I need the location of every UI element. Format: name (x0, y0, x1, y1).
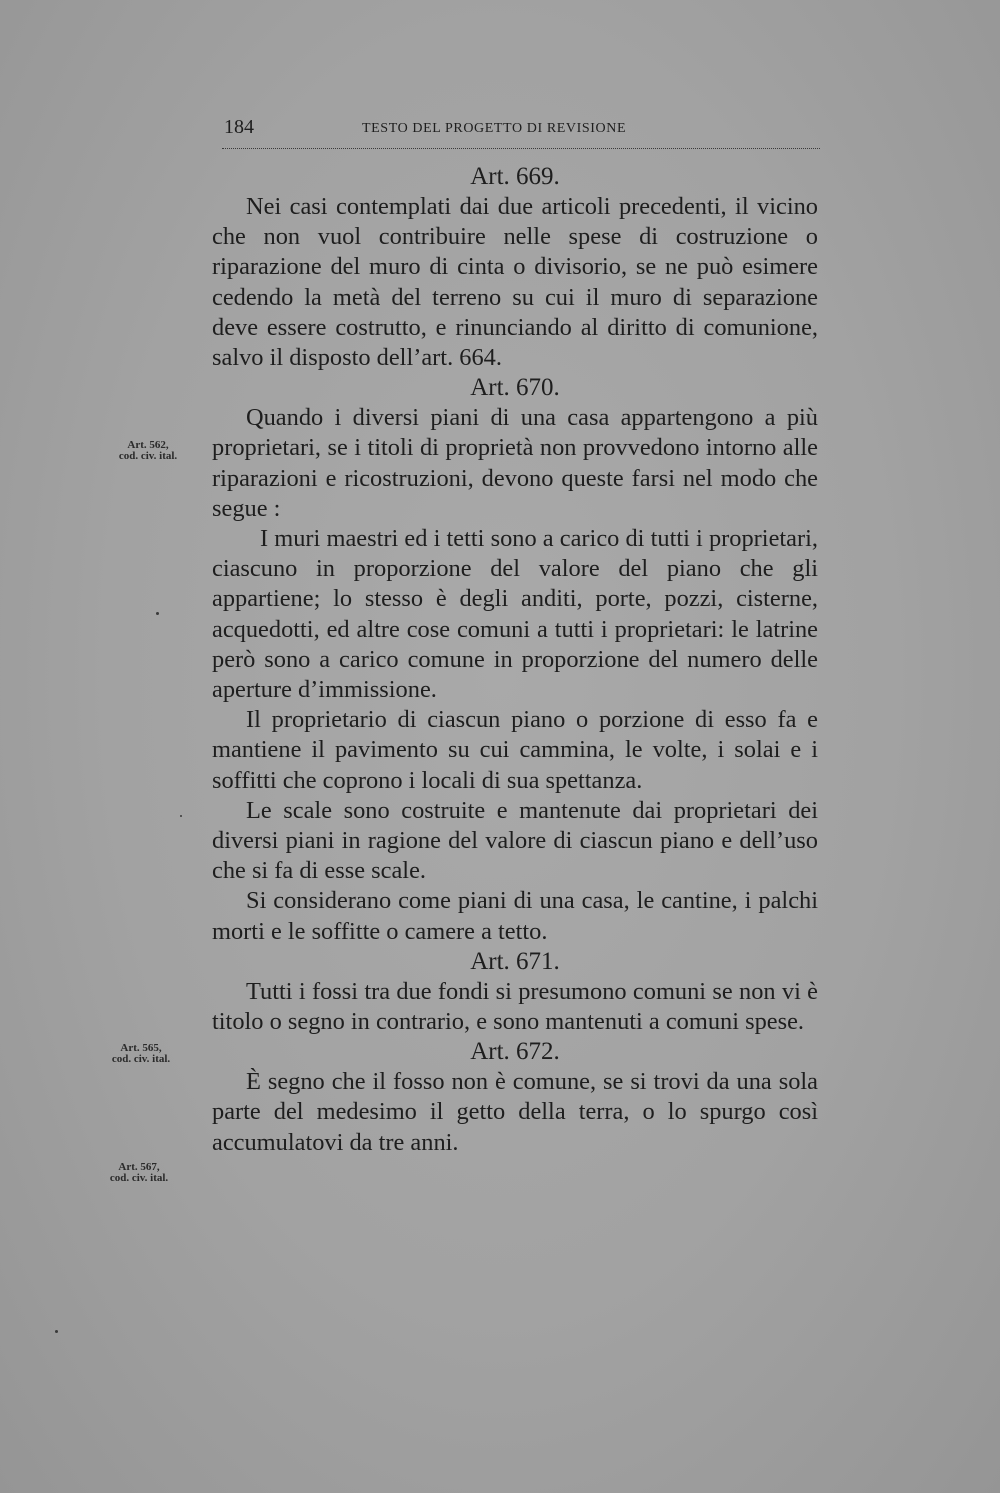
article-paragraph: I muri maestri ed i tetti sono a carico di tutti i proprietari, ciascuno in proporzione del valore del piano che gli appartiene; lo stesso è degli anditi, porte, pozzi, cisterne, acquedotti, ed altre cose comuni a tutti i proprietari: le latrine però sono a carico comune in proporzione del numero delle aperture d’immissione. (212, 525, 818, 704)
article-heading: Art. 669. (470, 163, 560, 190)
margin-note-line: Art. 567, (118, 1161, 160, 1173)
paper-speck (156, 612, 159, 615)
article-paragraph: Si considerano come piani di una casa, le cantine, i palchi morti e le soffitte o camere a tetto. (212, 887, 818, 945)
article-671 (212, 947, 818, 1037)
body-text (212, 162, 818, 1158)
article-heading: Art. 671. (470, 947, 560, 975)
article-672 (212, 1037, 818, 1158)
article-670 (212, 373, 818, 947)
article-paragraph: Le scale sono costruite e mantenute dai proprietari dei diversi piani in ragione del valore di ciascun piano e dell’uso che si fa di esse scale. (212, 796, 818, 885)
article-heading: Art. 672. (470, 1038, 560, 1066)
margin-note-line: cod. civ. ital. (109, 1172, 169, 1184)
paper-speck (180, 815, 182, 817)
article-paragraph: Nei casi contemplati dai due articoli precedenti, il vicino che non vuol contribuire nelle spese di costruzione o riparazione del muro di cinta o divisorio, se ne può esimere cedendo la metà del terreno su cui il muro di separazione deve essere costrutto, e rinunciando al diritto di comunione, salvo il disposto dell’art. 664. (212, 193, 818, 372)
margin-note-line: cod. civ. ital. (111, 1053, 171, 1065)
article-paragraph: Tutti i fossi tra due fondi si presumono comuni se non vi è titolo o segno in contrario, e sono mantenuti a comuni spese. (212, 977, 818, 1036)
article-paragraph: Il proprietario di ciascun piano o porzione di esso fa e mantiene il pavimento su cui cammina, le volte, i solai e i soffitti che coprono i locali di sua spettanza. (212, 706, 818, 794)
margin-note-art-565 (86, 1043, 196, 1065)
article-paragraph: Quando i diversi piani di una casa appartengono a più proprietari, se i titoli di proprietà non provvedono intorno alle riparazioni e ricostruzioni, devono queste farsi nel modo che segue : (212, 404, 818, 522)
page-number: 184 (224, 116, 254, 138)
margin-note-art-567 (84, 1162, 194, 1184)
margin-note-line: cod. civ. ital. (118, 450, 178, 462)
margin-note-line: Art. 562, (127, 439, 169, 451)
margin-note-art-562 (93, 440, 203, 462)
article-669 (212, 162, 818, 373)
running-head (222, 116, 820, 149)
article-heading: Art. 670. (470, 374, 560, 402)
article-paragraph: È segno che il fosso non è comune, se si trovi da una sola parte del medesimo il getto della terra, o lo spurgo così accumulatovi da tre anni. (212, 1068, 818, 1156)
running-title: TESTO DEL PROGETTO DI REVISIONE (362, 121, 627, 136)
paper-speck (55, 1330, 58, 1333)
margin-note-line: Art. 565, (120, 1042, 162, 1054)
